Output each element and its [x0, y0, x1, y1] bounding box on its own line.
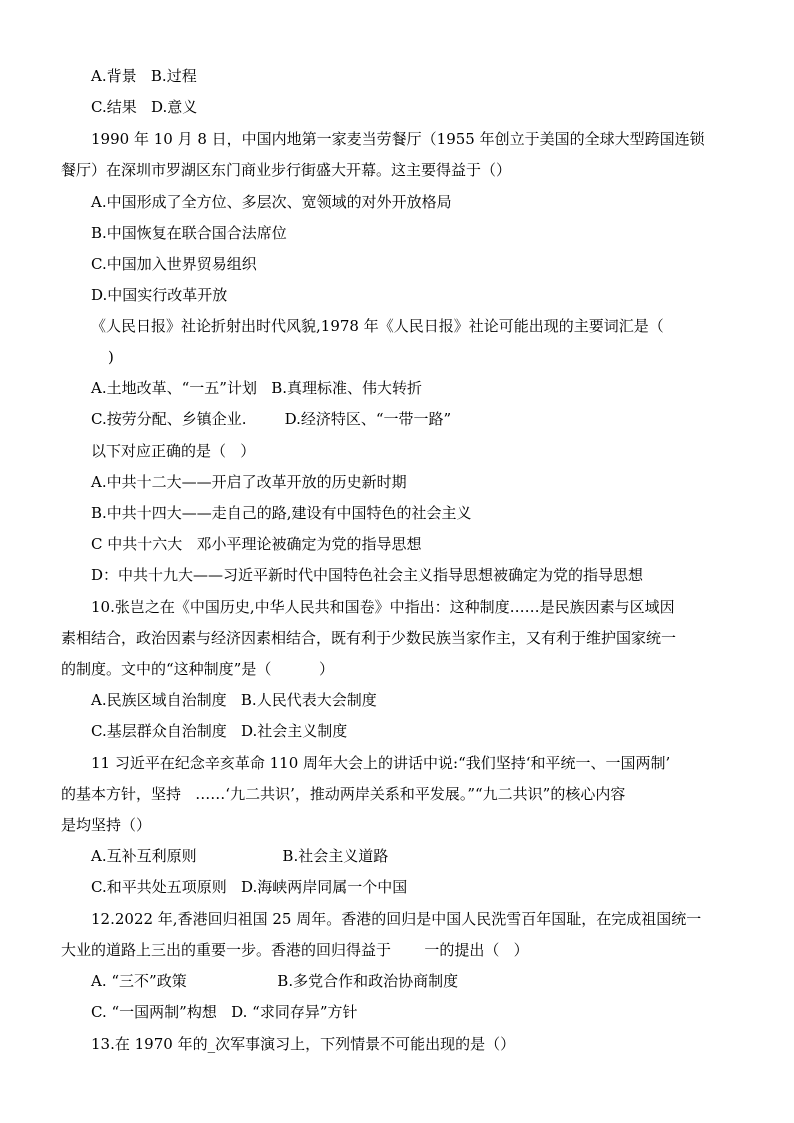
option-line: C.中国加入世界贸易组织: [91, 255, 257, 273]
question-7-text: 1990 年 10 月 8 日，中国内地第一家麦当劳餐厅（1955 年创立于美国的全球大型跨国连锁: [91, 130, 705, 148]
option-line: B.中共十四大——走自己的路,建设有中国特色的社会主义: [91, 504, 472, 522]
question-12-text: 大业的道路上三出的重要一步。香港的回归得益于 一的提出（ ）: [61, 941, 529, 959]
question-11-text: 11 习近平在纪念辛亥革命 110 周年大会上的讲话中说:“我们坚持‘和平统一、一国两制’: [91, 754, 671, 772]
option-line: B.中国恢复在联合国合法席位: [91, 224, 287, 242]
option-line: C.结果 D.意义: [91, 98, 198, 116]
option-line: A.土地改革、“一五”计划 B.真理标准、伟大转折: [91, 379, 423, 397]
question-12-text: 12.2022 年,香港回归祖国 25 周年。香港的回归是中国人民洗雪百年国耻，在完成祖国统一: [91, 910, 702, 928]
option-line: C 中共十六大 邓小平理论被确定为党的指导思想: [91, 535, 422, 553]
question-11-text: 的基本方针，坚持 ……‘九二共识’，推动两岸关系和平发展。”“九二共识”的核心内容: [61, 785, 626, 803]
question-11-text: 是均坚持（）: [61, 816, 152, 834]
question-8-text: ): [108, 348, 114, 366]
option-line: A.民族区域自治制度 B.人民代表大会制度: [91, 691, 377, 709]
option-line: C.按劳分配、乡镇企业. D.经济特区、“一带一路”: [91, 410, 452, 428]
option-line: A.背景 B.过程: [91, 67, 197, 85]
question-10-text: 10.张岂之在《中国历史,中华人民共和国卷》中指出：这种制度……是民族因素与区域因: [91, 598, 675, 616]
question-7-text: 餐厅）在深圳市罗湖区东门商业步行街盛大开幕。这主要得益于（）: [61, 161, 512, 179]
question-10-text: 素相结合，政治因素与经济因素相结合，既有利于少数民族当家作主，又有利于维护国家统一: [61, 629, 677, 647]
option-line: D：中共十九大——习近平新时代中国特色社会主义指导思想被确定为党的指导思想: [91, 566, 644, 584]
option-line: A.互补互利原则 B.社会主义道路: [91, 847, 389, 865]
option-line: C.和平共处五项原则 D.海峡两岸同属一个中国: [91, 878, 408, 896]
option-line: A.中共十二大——开启了改革开放的历史新时期: [91, 473, 407, 491]
question-10-text: 的制度。文中的“这种制度”是（ ）: [61, 660, 335, 678]
option-line: D.中国实行改革开放: [91, 286, 228, 304]
option-line: C.基层群众自治制度 D.社会主义制度: [91, 722, 348, 740]
option-line: C. “一国两制”构想 D. “求同存异”方针: [91, 1003, 358, 1021]
question-8-text: 《人民日报》社论折射出时代风貌,1978 年《人民日报》社论可能出现的主要词汇是（: [91, 317, 664, 335]
question-9-text: 以下对应正确的是（ ）: [91, 442, 256, 460]
option-line: A.中国形成了全方位、多层次、宽领域的对外开放格局: [91, 193, 452, 211]
option-line: A. “三不”政策 B.多党合作和政治协商制度: [91, 972, 459, 990]
question-13-text: 13.在 1970 年的_次军事演习上，下列情景不可能出现的是（）: [91, 1035, 516, 1053]
